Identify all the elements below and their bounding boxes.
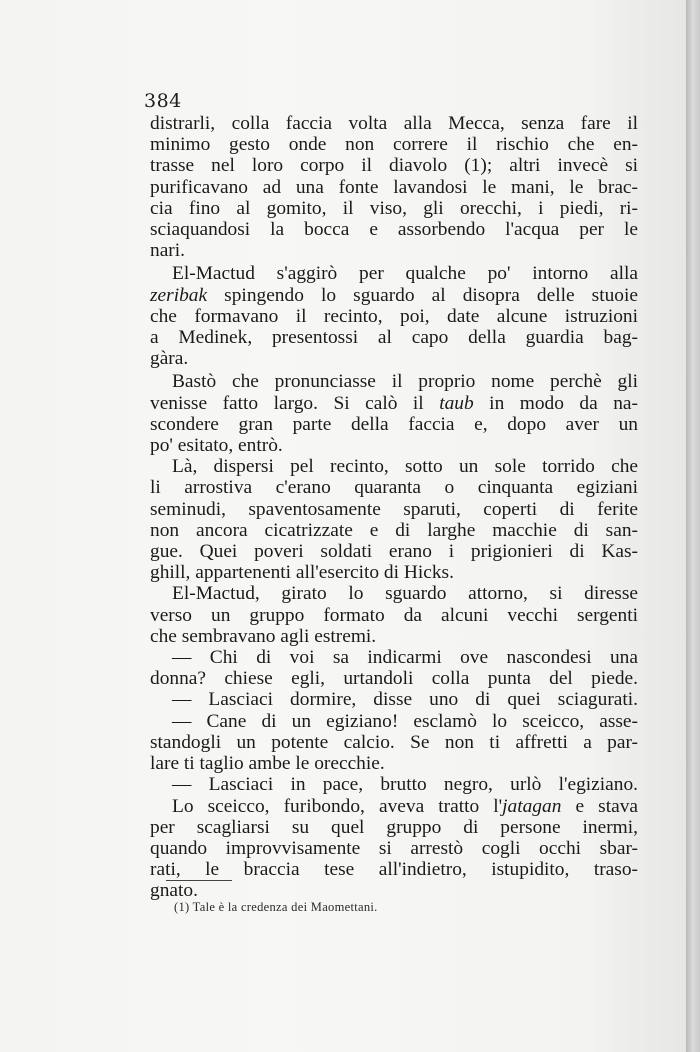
page-number: 384 xyxy=(144,90,182,112)
page-edge xyxy=(686,0,700,1052)
text-line: a Medinek, presentossi al capo della guardia bag- xyxy=(150,327,638,349)
text-line: rati, le braccia tese all'indietro, istupidito, traso- xyxy=(150,859,638,881)
footnote-divider xyxy=(166,880,232,881)
text-line: po' esitato, entrò. xyxy=(150,435,283,457)
text-line: zeribak spingendo lo sguardo al disopra delle stuoie xyxy=(150,284,638,306)
text-line: venisse fatto largo. Si calò il taub in modo da na- xyxy=(150,392,638,414)
text-line: nari. xyxy=(150,240,185,262)
text-line: — Chi di voi sa indicarmi ove nascondesi una xyxy=(172,647,638,669)
text-line: Lo sceicco, furibondo, aveva tratto l'jatagan e stava xyxy=(172,795,638,817)
text-line: — Lasciaci in pace, brutto negro, urlò l'egiziano. xyxy=(172,774,638,796)
text-line: gue. Quei poveri soldati erano i prigionieri di Kas- xyxy=(150,541,638,563)
text-line: El-Mactud, girato lo sguardo attorno, si diresse xyxy=(172,583,638,605)
text-line: Bastò che pronunciasse il proprio nome perchè gli xyxy=(172,371,638,393)
text-line: sciaquandosi la bocca e assorbendo l'acqua per le xyxy=(150,219,638,241)
text-line: distrarli, colla faccia volta alla Mecca, senza fare il xyxy=(150,113,638,134)
text-line: gnato. xyxy=(150,880,198,902)
text-line: cia fino al gomito, il viso, gli orecchi, i piedi, ri- xyxy=(150,197,638,219)
text-line: non ancora cicatrizzate e di larghe macchie di san- xyxy=(150,519,638,541)
text-line: trasse nel loro corpo il diavolo (1); altri invecè si xyxy=(150,155,638,177)
text-line: seminudi, spaventosamente sparuti, coperti di ferite xyxy=(150,498,638,520)
text-line: lare ti taglio ambe le orecchie. xyxy=(150,753,385,775)
text-line: ghill, appartenenti all'esercito di Hicks. xyxy=(150,562,454,584)
italic-word: jatagan xyxy=(502,795,562,817)
italic-word: taub xyxy=(439,392,474,414)
text-line: li arrostiva c'erano quaranta o cinquanta egiziani xyxy=(150,477,638,499)
text-line: che sembravano agli estremi. xyxy=(150,625,377,647)
text-line: — Lasciaci dormire, disse uno di quei sciagurati. xyxy=(172,689,638,711)
text-line: gàra. xyxy=(150,348,189,370)
footnote: (1) Tale è la credenza dei Maomettani. xyxy=(174,900,378,914)
body-text xyxy=(150,113,638,902)
text-line: minimo gesto onde non correre il rischio che en- xyxy=(150,134,638,156)
text-line: donna? chiese egli, urtandoli colla punta del piede. xyxy=(150,668,638,690)
text-line: — Cane di un egiziano! esclamò lo sceicco, asse- xyxy=(172,710,638,732)
text-line: che formavano il recinto, poi, date alcune istruzioni xyxy=(150,305,638,327)
italic-word: zeribak xyxy=(150,284,208,306)
text-line: purificavano ad una fonte lavandosi le mani, le brac- xyxy=(150,176,638,198)
text-line: quando improvvisamente si arrestò cogli occhi sbar- xyxy=(150,837,638,859)
text-line: standogli un potente calcio. Se non ti affretti a par- xyxy=(150,731,638,753)
text-line: El-Mactud s'aggirò per qualche po' intorno alla xyxy=(172,263,638,285)
text-line: Là, dispersi pel recinto, sotto un sole torrido che xyxy=(172,456,638,478)
text-line: per scagliarsi su quel gruppo di persone inermi, xyxy=(150,816,638,838)
text-line: verso un gruppo formato da alcuni vecchi sergenti xyxy=(150,604,638,626)
text-line: scondere gran parte della faccia e, dopo aver un xyxy=(150,413,638,435)
